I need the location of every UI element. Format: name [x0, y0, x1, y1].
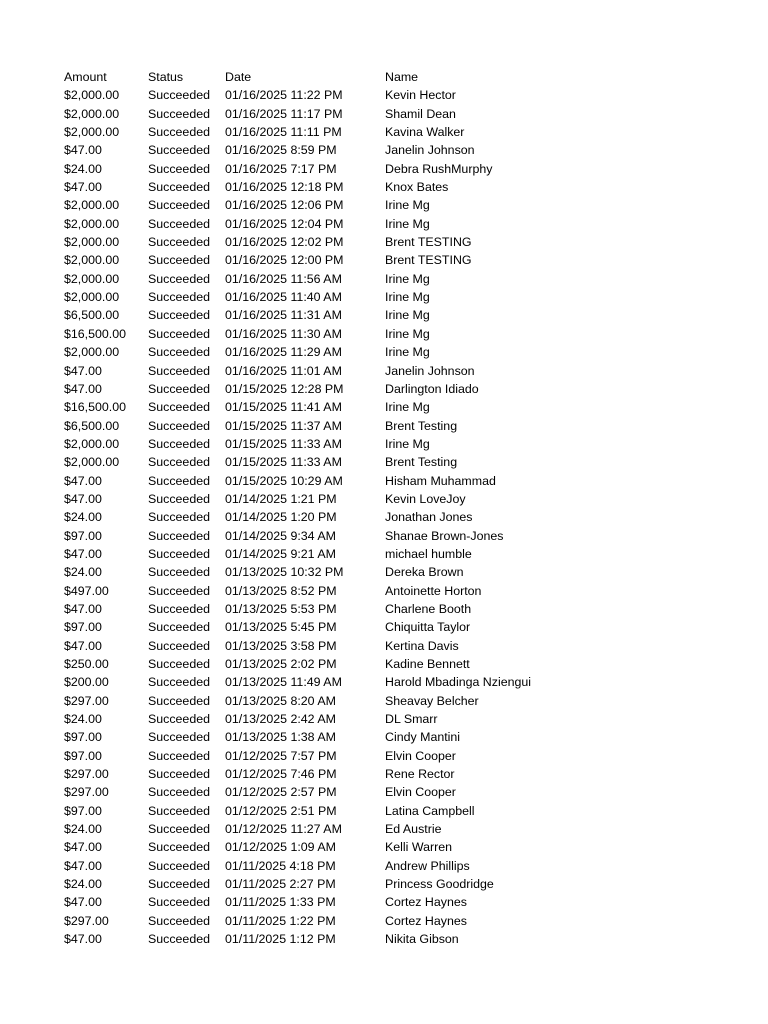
- cell-date: 01/13/2025 5:53 PM: [225, 601, 337, 616]
- cell-status: Succeeded: [148, 693, 211, 708]
- cell-name: Irine Mg: [385, 326, 430, 341]
- cell-amount: $297.00: [64, 913, 109, 928]
- cell-name: Shanae Brown-Jones: [385, 528, 504, 543]
- table-row: [64, 637, 754, 655]
- cell-name: Brent TESTING: [385, 235, 472, 250]
- cell-date: 01/11/2025 4:18 PM: [225, 858, 336, 873]
- cell-amount: $2,000.00: [64, 198, 120, 213]
- cell-name: Hisham Muhammad: [385, 473, 496, 488]
- cell-name: Rene Rector: [385, 767, 455, 782]
- cell-name: Janelin Johnson: [385, 363, 475, 378]
- cell-date: 01/12/2025 11:27 AM: [225, 822, 342, 837]
- cell-date: 01/13/2025 2:02 PM: [225, 657, 337, 671]
- cell-date: 01/11/2025 2:27 PM: [225, 877, 336, 892]
- cell-date: 01/16/2025 11:17 PM: [225, 106, 343, 121]
- cell-name: Brent Testing: [385, 455, 458, 470]
- cell-amount: $47.00: [64, 895, 102, 910]
- cell-amount: $2,000.00: [64, 106, 120, 121]
- column-header-date: Date: [225, 70, 252, 84]
- column-header-name: Name: [385, 70, 419, 84]
- cell-amount: $16,500.00: [64, 400, 127, 415]
- cell-date: 01/16/2025 8:59 PM: [225, 143, 337, 158]
- cell-status: Succeeded: [148, 125, 211, 140]
- table-row: [64, 747, 754, 765]
- cell-amount: $297.00: [64, 767, 109, 782]
- cell-date: 01/14/2025 1:21 PM: [225, 491, 337, 506]
- cell-status: Succeeded: [148, 345, 211, 360]
- cell-status: Succeeded: [148, 858, 211, 873]
- cell-status: Succeeded: [148, 546, 211, 561]
- cell-date: 01/13/2025 8:20 AM: [225, 693, 336, 708]
- table-row: [64, 160, 754, 178]
- cell-name: DL Smarr: [385, 712, 438, 727]
- table-row: [64, 673, 754, 691]
- cell-status: Succeeded: [148, 785, 211, 800]
- cell-name: Kadine Bennett: [385, 657, 470, 671]
- table-row: [64, 453, 754, 471]
- table-row: [64, 710, 754, 728]
- cell-date: 01/15/2025 12:28 PM: [225, 381, 344, 396]
- cell-name: Cortez Haynes: [385, 895, 467, 910]
- table-row: [64, 398, 754, 416]
- cell-status: Succeeded: [148, 455, 211, 470]
- table-row: [64, 582, 754, 600]
- cell-status: Succeeded: [148, 88, 211, 103]
- cell-date: 01/16/2025 11:31 AM: [225, 308, 342, 323]
- table-row: [64, 472, 754, 490]
- cell-name: Elvin Cooper: [385, 785, 456, 800]
- cell-amount: $2,000.00: [64, 216, 120, 231]
- table-row: [64, 251, 754, 269]
- table-row: [64, 105, 754, 123]
- cell-date: 01/12/2025 2:51 PM: [225, 803, 337, 818]
- cell-status: Succeeded: [148, 180, 211, 195]
- cell-amount: $16,500.00: [64, 326, 127, 341]
- table-row: [64, 563, 754, 581]
- cell-date: 01/16/2025 12:18 PM: [225, 180, 344, 195]
- cell-status: Succeeded: [148, 913, 211, 928]
- cell-status: Succeeded: [148, 840, 211, 855]
- cell-name: Nikita Gibson: [385, 932, 459, 947]
- cell-status: Succeeded: [148, 473, 211, 488]
- cell-date: 01/15/2025 10:29 AM: [225, 473, 343, 488]
- cell-amount: $47.00: [64, 840, 102, 855]
- cell-name: Latina Campbell: [385, 803, 475, 818]
- cell-status: Succeeded: [148, 583, 211, 598]
- cell-status: Succeeded: [148, 877, 211, 892]
- cell-name: Dereka Brown: [385, 565, 464, 580]
- table-row: [64, 196, 754, 214]
- cell-date: 01/16/2025 11:01 AM: [225, 363, 342, 378]
- cell-amount: $200.00: [64, 675, 109, 690]
- cell-amount: $47.00: [64, 381, 102, 396]
- cell-name: Charlene Booth: [385, 601, 472, 616]
- table-row: [64, 123, 754, 141]
- column-header-status: Status: [148, 70, 184, 84]
- table-row: [64, 857, 754, 875]
- table-row: [64, 215, 754, 233]
- cell-status: Succeeded: [148, 932, 211, 947]
- cell-date: 01/16/2025 12:06 PM: [225, 198, 344, 213]
- cell-name: Janelin Johnson: [385, 143, 475, 158]
- cell-amount: $97.00: [64, 528, 102, 543]
- cell-name: Jonathan Jones: [385, 510, 473, 525]
- cell-status: Succeeded: [148, 308, 211, 323]
- cell-amount: $2,000.00: [64, 455, 120, 470]
- table-row: [64, 141, 754, 159]
- cell-date: 01/12/2025 1:09 AM: [225, 840, 336, 855]
- cell-amount: $97.00: [64, 803, 102, 818]
- table-row: [64, 765, 754, 783]
- cell-name: michael humble: [385, 546, 472, 561]
- cell-date: 01/16/2025 11:22 PM: [225, 88, 343, 103]
- table-row: [64, 288, 754, 306]
- cell-date: 01/13/2025 8:52 PM: [225, 583, 337, 598]
- table-row: [64, 178, 754, 196]
- table-row: [64, 875, 754, 893]
- table-row: [64, 783, 754, 801]
- cell-date: 01/14/2025 1:20 PM: [225, 510, 337, 525]
- cell-amount: $2,000.00: [64, 436, 120, 451]
- cell-amount: $97.00: [64, 620, 102, 635]
- cell-amount: $497.00: [64, 583, 109, 598]
- cell-status: Succeeded: [148, 510, 211, 525]
- table-row: [64, 893, 754, 911]
- cell-status: Succeeded: [148, 565, 211, 580]
- table-row: [64, 545, 754, 563]
- cell-status: Succeeded: [148, 198, 211, 213]
- cell-date: 01/16/2025 11:56 AM: [225, 271, 342, 286]
- cell-amount: $250.00: [64, 657, 109, 671]
- cell-name: Shamil Dean: [385, 106, 456, 121]
- cell-amount: $297.00: [64, 693, 109, 708]
- cell-amount: $47.00: [64, 601, 102, 616]
- cell-status: Succeeded: [148, 601, 211, 616]
- cell-amount: $47.00: [64, 491, 102, 506]
- cell-date: 01/15/2025 11:33 AM: [225, 455, 342, 470]
- cell-amount: $24.00: [64, 161, 102, 176]
- cell-name: Sheavay Belcher: [385, 693, 479, 708]
- cell-amount: $2,000.00: [64, 271, 120, 286]
- cell-name: Kavina Walker: [385, 125, 465, 140]
- cell-name: Harold Mbadinga Nziengui: [385, 675, 532, 690]
- cell-name: Knox Bates: [385, 180, 449, 195]
- table-row: [64, 490, 754, 508]
- table-row: [64, 600, 754, 618]
- column-header-amount: Amount: [64, 70, 107, 84]
- cell-amount: $47.00: [64, 473, 102, 488]
- cell-date: 01/13/2025 10:32 PM: [225, 565, 344, 580]
- cell-date: 01/14/2025 9:21 AM: [225, 546, 336, 561]
- cell-name: Irine Mg: [385, 216, 430, 231]
- cell-status: Succeeded: [148, 638, 211, 653]
- table-row: [64, 912, 754, 930]
- cell-amount: $6,500.00: [64, 418, 120, 433]
- table-header-row: [64, 68, 754, 86]
- cell-status: Succeeded: [148, 326, 211, 341]
- cell-status: Succeeded: [148, 400, 211, 415]
- cell-amount: $24.00: [64, 712, 102, 727]
- cell-date: 01/16/2025 11:11 PM: [225, 125, 342, 140]
- cell-status: Succeeded: [148, 528, 211, 543]
- table-row: [64, 930, 754, 948]
- cell-status: Succeeded: [148, 803, 211, 818]
- cell-status: Succeeded: [148, 143, 211, 158]
- cell-status: Succeeded: [148, 106, 211, 121]
- cell-status: Succeeded: [148, 767, 211, 782]
- cell-amount: $24.00: [64, 877, 102, 892]
- cell-status: Succeeded: [148, 895, 211, 910]
- cell-date: 01/15/2025 11:33 AM: [225, 436, 342, 451]
- cell-name: Antoinette Horton: [385, 583, 482, 598]
- cell-name: Irine Mg: [385, 308, 430, 323]
- table-row: [64, 325, 754, 343]
- cell-name: Andrew Phillips: [385, 858, 470, 873]
- table-row: [64, 802, 754, 820]
- cell-name: Kelli Warren: [385, 840, 453, 855]
- cell-date: 01/14/2025 9:34 AM: [225, 528, 336, 543]
- table-row: [64, 270, 754, 288]
- cell-amount: $2,000.00: [64, 235, 120, 250]
- cell-date: 01/12/2025 7:46 PM: [225, 767, 337, 782]
- cell-name: Cindy Mantini: [385, 730, 461, 745]
- table-row: [64, 380, 754, 398]
- cell-status: Succeeded: [148, 748, 211, 763]
- cell-status: Succeeded: [148, 418, 211, 433]
- cell-status: Succeeded: [148, 822, 211, 837]
- cell-date: 01/11/2025 1:33 PM: [225, 895, 336, 910]
- cell-date: 01/15/2025 11:41 AM: [225, 400, 342, 415]
- cell-name: Chiquitta Taylor: [385, 620, 471, 635]
- table-row: [64, 306, 754, 324]
- table-row: [64, 417, 754, 435]
- cell-amount: $97.00: [64, 748, 102, 763]
- cell-name: Princess Goodridge: [385, 877, 494, 892]
- cell-amount: $2,000.00: [64, 88, 120, 103]
- cell-status: Succeeded: [148, 216, 211, 231]
- cell-date: 01/16/2025 11:40 AM: [225, 290, 342, 305]
- cell-status: Succeeded: [148, 290, 211, 305]
- cell-amount: $297.00: [64, 785, 109, 800]
- cell-status: Succeeded: [148, 491, 211, 506]
- cell-status: Succeeded: [148, 363, 211, 378]
- cell-status: Succeeded: [148, 253, 211, 268]
- cell-amount: $6,500.00: [64, 308, 120, 323]
- cell-date: 01/13/2025 3:58 PM: [225, 638, 337, 653]
- cell-amount: $24.00: [64, 565, 102, 580]
- cell-amount: $2,000.00: [64, 290, 120, 305]
- cell-name: Brent TESTING: [385, 253, 472, 268]
- cell-name: Brent Testing: [385, 418, 458, 433]
- cell-name: Kevin LoveJoy: [385, 491, 466, 506]
- cell-name: Irine Mg: [385, 400, 430, 415]
- cell-amount: $47.00: [64, 858, 102, 873]
- cell-amount: $47.00: [64, 363, 102, 378]
- cell-name: Debra RushMurphy: [385, 161, 493, 176]
- cell-date: 01/11/2025 1:22 PM: [225, 913, 336, 928]
- cell-amount: $2,000.00: [64, 253, 120, 268]
- cell-name: Irine Mg: [385, 198, 430, 213]
- cell-name: Ed Austrie: [385, 822, 442, 837]
- cell-amount: $2,000.00: [64, 345, 120, 360]
- cell-status: Succeeded: [148, 271, 211, 286]
- cell-status: Succeeded: [148, 712, 211, 727]
- cell-status: Succeeded: [148, 730, 211, 745]
- cell-amount: $47.00: [64, 180, 102, 195]
- cell-amount: $2,000.00: [64, 125, 120, 140]
- table-row: [64, 508, 754, 526]
- cell-date: 01/12/2025 7:57 PM: [225, 748, 337, 763]
- cell-status: Succeeded: [148, 161, 211, 176]
- table-row: [64, 343, 754, 361]
- cell-amount: $47.00: [64, 143, 102, 158]
- cell-amount: $47.00: [64, 546, 102, 561]
- cell-date: 01/13/2025 11:49 AM: [225, 675, 342, 690]
- cell-date: 01/12/2025 2:57 PM: [225, 785, 337, 800]
- cell-date: 01/11/2025 1:12 PM: [225, 932, 336, 947]
- table-row: [64, 838, 754, 856]
- table-row: [64, 527, 754, 545]
- table-row: [64, 728, 754, 746]
- cell-date: 01/16/2025 11:30 AM: [225, 326, 342, 341]
- cell-date: 01/15/2025 11:37 AM: [225, 418, 342, 433]
- transactions-table: [64, 68, 754, 949]
- cell-name: Kevin Hector: [385, 88, 456, 103]
- cell-amount: $47.00: [64, 638, 102, 653]
- table-row: [64, 820, 754, 838]
- cell-status: Succeeded: [148, 620, 211, 635]
- cell-name: Elvin Cooper: [385, 748, 456, 763]
- cell-date: 01/16/2025 7:17 PM: [225, 161, 337, 176]
- cell-status: Succeeded: [148, 657, 211, 671]
- cell-date: 01/13/2025 5:45 PM: [225, 620, 337, 635]
- cell-status: Succeeded: [148, 675, 211, 690]
- cell-amount: $24.00: [64, 510, 102, 525]
- cell-status: Succeeded: [148, 381, 211, 396]
- table-row: [64, 692, 754, 710]
- cell-date: 01/16/2025 11:29 AM: [225, 345, 342, 360]
- cell-date: 01/16/2025 12:00 PM: [225, 253, 344, 268]
- cell-name: Irine Mg: [385, 345, 430, 360]
- cell-name: Kertina Davis: [385, 638, 459, 653]
- cell-amount: $24.00: [64, 822, 102, 837]
- table-row: [64, 618, 754, 636]
- cell-status: Succeeded: [148, 235, 211, 250]
- cell-amount: $97.00: [64, 730, 102, 745]
- cell-amount: $47.00: [64, 932, 102, 947]
- table-row: [64, 435, 754, 453]
- cell-name: Irine Mg: [385, 436, 430, 451]
- table-row: [64, 86, 754, 104]
- table-row: [64, 655, 754, 673]
- cell-date: 01/16/2025 12:04 PM: [225, 216, 344, 231]
- table-row: [64, 233, 754, 251]
- table-body: [64, 86, 754, 948]
- cell-date: 01/13/2025 1:38 AM: [225, 730, 336, 745]
- cell-name: Darlington Idiado: [385, 381, 479, 396]
- cell-date: 01/16/2025 12:02 PM: [225, 235, 344, 250]
- cell-name: Cortez Haynes: [385, 913, 467, 928]
- cell-date: 01/13/2025 2:42 AM: [225, 712, 336, 727]
- cell-name: Irine Mg: [385, 271, 430, 286]
- cell-status: Succeeded: [148, 436, 211, 451]
- table-row: [64, 362, 754, 380]
- cell-name: Irine Mg: [385, 290, 430, 305]
